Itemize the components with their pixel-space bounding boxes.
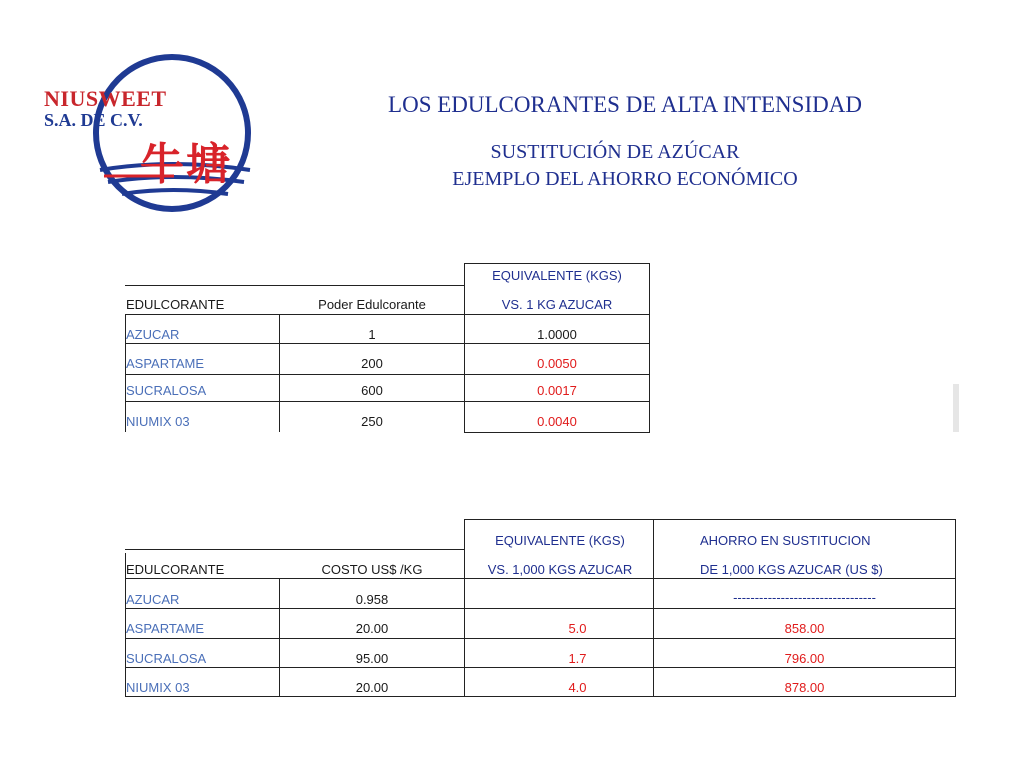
logo-name: NIUSWEET bbox=[44, 86, 167, 111]
table1-row-power: 200 bbox=[361, 356, 383, 371]
table2-rule bbox=[125, 667, 956, 668]
table2-row-saving: --------------------------------- bbox=[733, 590, 876, 605]
table1-rule bbox=[464, 263, 650, 264]
table1-row-power: 1 bbox=[368, 327, 376, 342]
table1-rule bbox=[125, 374, 650, 375]
table1-row-power: 250 bbox=[361, 414, 383, 429]
page-title: LOS EDULCORANTES DE ALTA INTENSIDAD bbox=[388, 92, 862, 117]
page-subtitle: SUSTITUCIÓN DE AZÚCAR bbox=[490, 141, 740, 163]
table2-rule bbox=[125, 608, 956, 609]
logo-company-type: S.A. DE C.V. bbox=[44, 110, 143, 130]
table2-header-cost: COSTO US$ /KG bbox=[321, 562, 423, 577]
table1-row-power: 600 bbox=[361, 383, 383, 398]
table2-row-cost: 0.958 bbox=[355, 592, 389, 607]
table1-rule bbox=[464, 432, 650, 433]
table1-row-name: ASPARTAME bbox=[126, 356, 205, 371]
table1-header-equiv-line1: EQUIVALENTE (KGS) bbox=[492, 268, 622, 283]
company-logo bbox=[44, 52, 256, 214]
table1-row-equiv: 0.0017 bbox=[537, 383, 577, 398]
table1-row-equiv: 1.0000 bbox=[537, 327, 577, 342]
table2-row-name: AZUCAR bbox=[126, 592, 180, 607]
table2-header-saving-line2: DE 1,000 KGS AZUCAR (US $) bbox=[700, 562, 883, 577]
table1-row-equiv: 0.0050 bbox=[537, 356, 577, 371]
table2-rule bbox=[125, 696, 956, 697]
table2-header-sweetener: EDULCORANTE bbox=[126, 562, 225, 577]
table2-row-saving: 796.00 bbox=[784, 651, 825, 666]
table2-row-name: SUCRALOSA bbox=[126, 651, 207, 666]
table2-row-equiv: 5.0 bbox=[568, 621, 587, 636]
table2-header-saving-line1: AHORRO EN SUSTITUCION bbox=[700, 533, 871, 548]
table1-rule bbox=[125, 285, 465, 286]
table1-rule bbox=[125, 401, 650, 402]
table2-rule bbox=[125, 549, 465, 550]
table1-header-sweetener: EDULCORANTE bbox=[126, 297, 225, 312]
table2-rule bbox=[464, 519, 956, 520]
table1-rule bbox=[649, 263, 650, 432]
table1-rule bbox=[125, 314, 650, 315]
table2-row-name: NIUMIX 03 bbox=[126, 680, 190, 695]
table2-row-cost: 20.00 bbox=[355, 680, 389, 695]
table1-row-name: AZUCAR bbox=[126, 327, 180, 342]
table1-rule bbox=[125, 343, 650, 344]
table2-row-cost: 20.00 bbox=[355, 621, 389, 636]
table2-row-saving: 878.00 bbox=[784, 680, 825, 695]
table2-row-saving: 858.00 bbox=[784, 621, 825, 636]
table2-rule bbox=[955, 519, 956, 696]
table2-header-equiv-line1: EQUIVALENTE (KGS) bbox=[495, 533, 625, 548]
table1-row-equiv: 0.0040 bbox=[537, 414, 577, 429]
table2-rule bbox=[125, 638, 956, 639]
table1-header-power: Poder Edulcorante bbox=[318, 297, 426, 312]
table1-row-name: NIUMIX 03 bbox=[126, 414, 190, 429]
table2-rule bbox=[125, 578, 956, 579]
table2-row-name: ASPARTAME bbox=[126, 621, 205, 636]
logo-cjk-mark: 牛塘 bbox=[140, 139, 232, 190]
table1-row-name: SUCRALOSA bbox=[126, 383, 207, 398]
scroll-artifact bbox=[953, 384, 959, 432]
table2-row-equiv: 1.7 bbox=[568, 651, 587, 666]
table2-row-cost: 95.00 bbox=[355, 651, 389, 666]
table2-row-equiv: 4.0 bbox=[568, 680, 587, 695]
table1-rule bbox=[464, 263, 465, 432]
table2-header-equiv-line2: VS. 1,000 KGS AZUCAR bbox=[487, 562, 633, 577]
page-subtitle-example: EJEMPLO DEL AHORRO ECONÓMICO bbox=[452, 168, 798, 190]
table1-header-equiv-line2: VS. 1 KG AZUCAR bbox=[501, 297, 613, 312]
